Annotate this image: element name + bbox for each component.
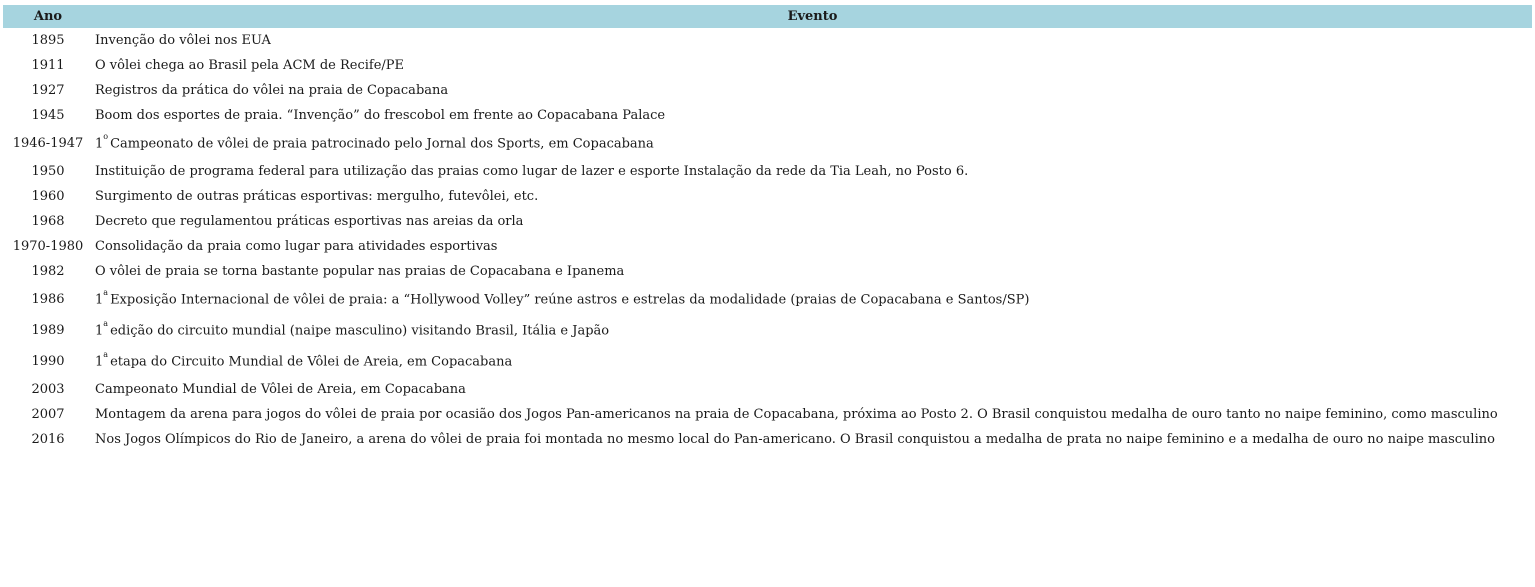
ordinal-number: 1 <box>95 292 104 308</box>
table-row <box>3 53 1532 78</box>
event-cell: Montagem da arena para jogos do vôlei de praia por ocasião dos Jogos Pan-americanos na praia de Copacabana, próxima ao Posto 2. O Brasil conquistou medalha de ouro tanto no naipe feminino, como masculino <box>95 407 1498 422</box>
year-cell: 1945 <box>31 108 65 123</box>
year-cell: 1970-1980 <box>12 239 84 254</box>
year-cell: 1982 <box>31 264 65 279</box>
event-cell: Registros da prática do vôlei na praia de Copacabana <box>95 83 449 98</box>
ordinal-indicator: a <box>103 288 109 298</box>
table-row <box>3 159 1532 184</box>
event-cell: Instituição de programa federal para utilização das praias como lugar de lazer e esporte Instalação da rede da Tia Leah, no Posto 6. <box>95 164 969 179</box>
table-row <box>3 234 1532 259</box>
header-row <box>3 5 1532 28</box>
table-row <box>3 402 1532 427</box>
event-cell: Campeonato Mundial de Vôlei de Areia, em Copacabana <box>95 382 466 397</box>
event-cell <box>93 128 1532 159</box>
event-cell <box>93 284 1532 315</box>
table-row <box>3 259 1532 284</box>
table-row <box>3 184 1532 209</box>
event-cell: O vôlei de praia se torna bastante popular nas praias de Copacabana e Ipanema <box>95 264 625 279</box>
event-text: Exposição Internacional de vôlei de praia: a “Hollywood Volley” reúne astros e estrelas da modalidade (praias de Copacabana e Santos/SP) <box>110 292 1030 308</box>
ordinal-number: 1 <box>95 136 104 152</box>
table-row <box>3 78 1532 103</box>
year-cell: 2007 <box>31 407 65 422</box>
year-cell: 1950 <box>31 164 65 179</box>
year-cell: 1989 <box>31 323 65 338</box>
event-cell: Decreto que regulamentou práticas esportivas nas areias da orla <box>95 214 524 229</box>
year-cell: 1968 <box>31 214 65 229</box>
event-cell: O vôlei chega ao Brasil pela ACM de Recife/PE <box>95 58 405 73</box>
ordinal-indicator: o <box>103 132 109 142</box>
header-event: Evento <box>93 5 1532 28</box>
year-cell: 1911 <box>31 58 65 73</box>
year-cell: 1895 <box>31 33 65 48</box>
event-text: etapa do Circuito Mundial de Vôlei de Areia, em Copacabana <box>110 354 513 370</box>
ordinal-indicator: a <box>103 319 109 329</box>
event-cell: Consolidação da praia como lugar para atividades esportivas <box>95 239 498 254</box>
table-row <box>3 28 1532 53</box>
table-row <box>3 284 1532 315</box>
year-cell: 1990 <box>31 354 65 369</box>
table-row <box>3 346 1532 377</box>
ordinal-number: 1 <box>95 354 104 370</box>
table-row <box>3 128 1532 159</box>
event-text: Campeonato de vôlei de praia patrocinado pelo Jornal dos Sports, em Copacabana <box>110 136 654 152</box>
timeline-table <box>3 5 1532 452</box>
ordinal-number: 1 <box>95 323 104 339</box>
table-row <box>3 427 1532 452</box>
year-cell: 1946-1947 <box>12 136 84 151</box>
year-cell: 1927 <box>31 83 65 98</box>
header-year: Ano <box>3 5 93 28</box>
ordinal-indicator: a <box>103 350 109 360</box>
table-row <box>3 315 1532 346</box>
event-text: edição do circuito mundial (naipe masculino) visitando Brasil, Itália e Japão <box>110 323 610 339</box>
year-cell: 2003 <box>31 382 65 397</box>
year-cell: 1986 <box>31 292 65 307</box>
event-cell <box>93 346 1532 377</box>
event-cell: Nos Jogos Olímpicos do Rio de Janeiro, a arena do vôlei de praia foi montada no mesmo local do Pan-americano. O Brasil conquistou a medalha de prata no naipe feminino e a medalha de ouro no naipe masculino <box>95 432 1495 447</box>
year-cell: 1960 <box>31 189 65 204</box>
event-cell: Boom dos esportes de praia. “Invenção” do frescobol em frente ao Copacabana Palace <box>95 108 666 123</box>
table-row <box>3 209 1532 234</box>
event-cell: Invenção do vôlei nos EUA <box>95 33 271 48</box>
event-cell <box>93 315 1532 346</box>
table-row <box>3 103 1532 128</box>
event-cell: Surgimento de outras práticas esportivas: mergulho, futevôlei, etc. <box>95 189 539 204</box>
table-row <box>3 377 1532 402</box>
year-cell: 2016 <box>31 432 65 447</box>
